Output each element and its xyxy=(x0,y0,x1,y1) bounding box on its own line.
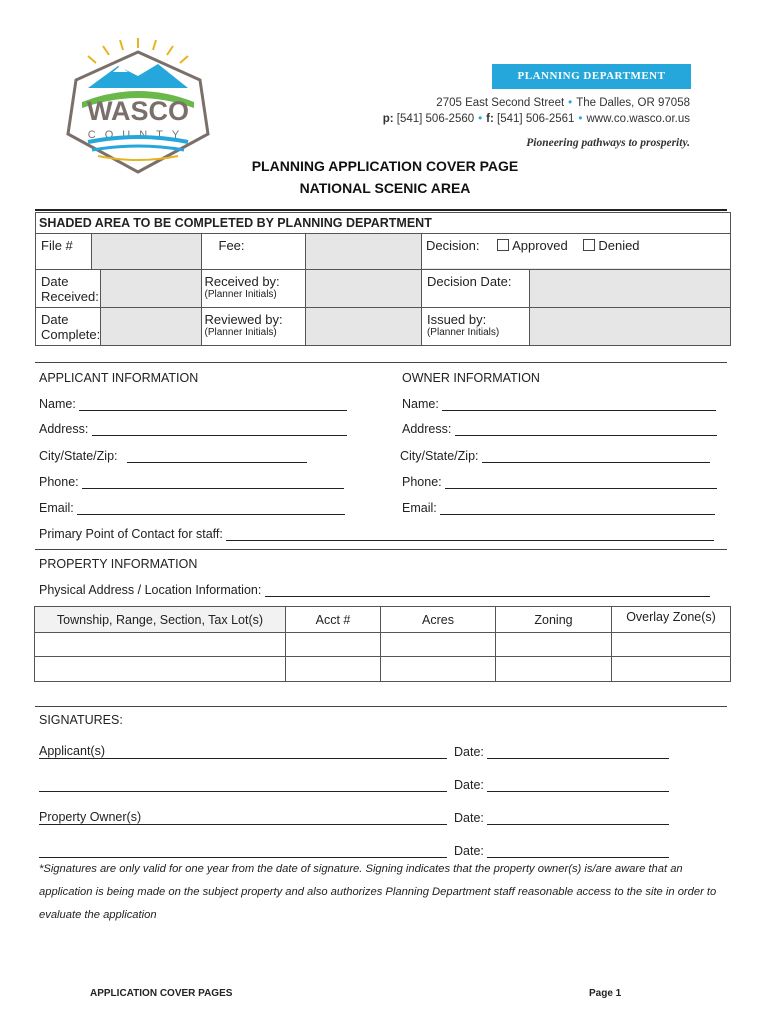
applicant-signature-line-1[interactable] xyxy=(39,746,447,759)
table-row xyxy=(35,633,731,657)
applicant-address-label: Address: xyxy=(39,422,89,436)
physical-address-label: Physical Address / Location Information: xyxy=(39,583,262,597)
date-field-3[interactable] xyxy=(487,812,669,825)
phone-line: p: [541] 506-2560 • f: [541] 506-2561 • www.co.wasco.or.us xyxy=(382,113,690,125)
owner-heading: OWNER INFORMATION xyxy=(402,371,540,385)
col-zoning: Zoning xyxy=(534,612,573,627)
date-complete-field[interactable] xyxy=(101,308,201,346)
applicant-signature-line-2[interactable] xyxy=(39,779,447,792)
denied-label: Denied xyxy=(598,238,640,253)
property-heading: PROPERTY INFORMATION xyxy=(39,557,198,571)
applicant-city-label: City/State/Zip: xyxy=(39,449,118,463)
date-label-3: Date: xyxy=(454,811,484,825)
applicant-phone-label: Phone: xyxy=(39,475,79,489)
fee-label: Fee: xyxy=(218,238,245,253)
contact-label: Primary Point of Contact for staff: xyxy=(39,527,223,541)
date-label-1: Date: xyxy=(454,745,484,759)
col-acct: Acct # xyxy=(315,612,351,627)
decision-label: Decision: xyxy=(425,238,480,253)
phone-label: p: xyxy=(382,113,394,125)
table-cell[interactable] xyxy=(286,657,381,682)
received-by-field[interactable] xyxy=(306,270,422,308)
table-row xyxy=(35,657,731,682)
fee-field[interactable] xyxy=(306,234,422,270)
approved-label: Approved xyxy=(512,238,568,253)
office-use-table xyxy=(35,212,731,346)
table-cell[interactable] xyxy=(35,633,286,657)
date-label-2: Date: xyxy=(454,778,484,792)
tagline: Pioneering pathways to prosperity. xyxy=(526,137,690,149)
address-line: 2705 East Second Street • The Dalles, OR 97058 xyxy=(436,97,690,109)
physical-address-field[interactable] xyxy=(265,584,710,597)
website: www.co.wasco.or.us xyxy=(586,113,690,125)
decision-date-label: Decision Date: xyxy=(426,274,512,289)
owner-phone-label: Phone: xyxy=(402,475,442,489)
owner-phone-field[interactable] xyxy=(445,476,717,489)
issued-by-field[interactable] xyxy=(530,308,731,346)
fax-label: f: xyxy=(486,113,494,125)
applicant-signature-label: Applicant(s) xyxy=(39,744,105,758)
date-field-2[interactable] xyxy=(487,779,669,792)
reviewed-by-note: (Planner Initials) xyxy=(204,327,277,338)
owner-name-field[interactable] xyxy=(442,398,716,411)
owner-signature-line-2[interactable] xyxy=(39,845,447,858)
approved-checkbox[interactable] xyxy=(497,239,509,251)
table-cell[interactable] xyxy=(381,633,496,657)
department-banner: PLANNING DEPARTMENT xyxy=(492,64,691,89)
date-received-field[interactable] xyxy=(101,270,201,308)
date-field-1[interactable] xyxy=(487,746,669,759)
col-acres: Acres xyxy=(422,612,454,627)
date-field-4[interactable] xyxy=(487,845,669,858)
street-address: 2705 East Second Street xyxy=(436,97,565,109)
phone: [541] 506-2560 xyxy=(396,113,475,125)
date-received-label: Date Received: xyxy=(41,274,99,304)
reviewed-by-field[interactable] xyxy=(306,308,422,346)
decision-date-field[interactable] xyxy=(530,270,731,308)
property-table xyxy=(34,606,731,682)
table-cell[interactable] xyxy=(496,633,612,657)
table-cell[interactable] xyxy=(286,633,381,657)
denied-checkbox[interactable] xyxy=(583,239,595,251)
logo-name: WASCO xyxy=(86,96,190,126)
owner-city-field[interactable] xyxy=(482,450,710,463)
applicant-name-label: Name: xyxy=(39,397,76,411)
table-cell[interactable] xyxy=(612,657,731,682)
owner-address-field[interactable] xyxy=(455,423,717,436)
city: The Dalles, OR 97058 xyxy=(576,97,690,109)
applicant-heading: APPLICANT INFORMATION xyxy=(39,371,199,385)
applicant-name-field[interactable] xyxy=(79,398,347,411)
owner-city-label: City/State/Zip: xyxy=(400,449,479,463)
applicant-phone-field[interactable] xyxy=(82,476,344,489)
applicant-city-field[interactable] xyxy=(127,450,307,463)
file-label: File # xyxy=(41,238,73,253)
table-cell[interactable] xyxy=(612,633,731,657)
table-cell[interactable] xyxy=(496,657,612,682)
owner-address-label: Address: xyxy=(402,422,452,436)
page-subtitle: NATIONAL SCENIC AREA xyxy=(299,180,471,196)
fax: [541] 506-2561 xyxy=(497,113,575,125)
col-township: Township, Range, Section, Tax Lot(s) xyxy=(56,612,264,627)
owner-signature-line-1[interactable] xyxy=(39,812,447,825)
contact-field[interactable] xyxy=(226,528,714,541)
file-field[interactable] xyxy=(92,234,202,270)
col-overlay: Overlay Zone(s) xyxy=(626,610,716,624)
table-cell[interactable] xyxy=(381,657,496,682)
applicant-email-label: Email: xyxy=(39,501,74,515)
applicant-email-field[interactable] xyxy=(77,502,345,515)
page-title: PLANNING APPLICATION COVER PAGE xyxy=(251,158,519,174)
footer-title: APPLICATION COVER PAGES xyxy=(90,988,233,999)
date-complete-label: Date Complete: xyxy=(41,312,101,342)
office-heading: SHADED AREA TO BE COMPLETED BY PLANNING DEPARTMENT xyxy=(39,216,432,230)
owner-email-field[interactable] xyxy=(440,502,715,515)
page-number: Page 1 xyxy=(589,988,622,999)
applicant-address-field[interactable] xyxy=(92,423,347,436)
issued-by-note: (Planner Initials) xyxy=(426,327,500,338)
owner-signature-label: Property Owner(s) xyxy=(39,810,142,824)
owner-name-label: Name: xyxy=(402,397,439,411)
reviewed-by-label: Reviewed by: xyxy=(204,312,283,327)
received-by-note: (Planner Initials) xyxy=(204,289,277,300)
signatures-heading: SIGNATURES: xyxy=(39,713,123,727)
received-by-label: Received by: xyxy=(204,274,280,289)
date-label-4: Date: xyxy=(454,844,484,858)
table-cell[interactable] xyxy=(35,657,286,682)
logo-county: COUNTY xyxy=(87,129,189,141)
issued-by-label: Issued by: xyxy=(426,312,487,327)
owner-email-label: Email: xyxy=(402,501,437,515)
signature-note: *Signatures are only valid for one year from the date of signature. Signing indicates that the property owner(s) is/are aware that an application is being made on the subject property and also authorizes Planning Department staff reasonable access to the site in order to evaluate the application xyxy=(39,863,717,921)
